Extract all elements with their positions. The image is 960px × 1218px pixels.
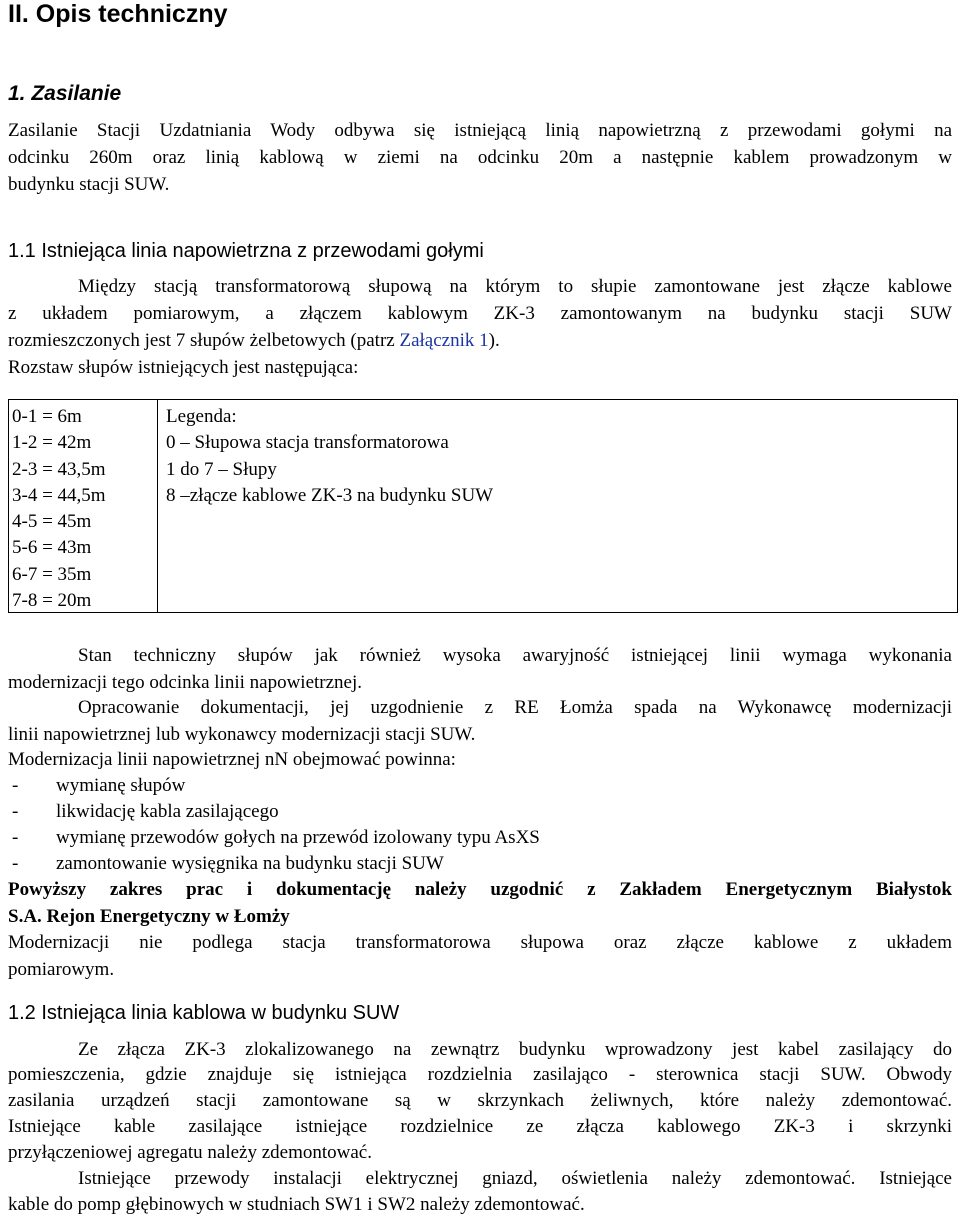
sub-1-2-line: Ze złącza ZK-3 zlokalizowanego na zewnątrz budynku wprowadzony jest kabel zasilający do — [78, 1039, 952, 1060]
legend-title: Legenda: — [166, 406, 237, 427]
sub-1-2-line: kable do pomp głębinowych w studniach SW1 i SW2 należy zdemontować. — [8, 1194, 585, 1215]
span-row: 2-3 = 43,5m — [12, 458, 106, 480]
legend-item: 1 do 7 – Słupy — [166, 458, 277, 480]
opracowanie-line: linii napowietrznej lub wykonawcy modernizacji stacji SUW. — [8, 724, 476, 745]
legend-item: 0 – Słupowa stacja transformatorowa — [166, 432, 449, 454]
zalacznik-link[interactable]: Załącznik 1 — [399, 330, 489, 351]
sub-1-2-line: Istniejące kable zasilające istniejące rozdzielnice ze złącza kablowego ZK-3 i skrzynki — [8, 1116, 952, 1137]
sub-1-2-line: pomieszczenia, gdzie znajduje się istniejąca rozdzielnia zasilająco - sterownica stacji SUW. Obwody — [8, 1064, 952, 1085]
span-row: 6-7 = 35m — [12, 563, 92, 585]
legend — [166, 404, 493, 509]
zasilanie-line: odcinku 260m oraz linią kablową w ziemi na odcinku 20m a następnie kablem prowadzonym w — [8, 147, 952, 168]
zasilanie-line: budynku stacji SUW. — [8, 174, 170, 195]
span-row: 3-4 = 44,5m — [12, 484, 106, 506]
bullet-item — [8, 824, 540, 851]
sub-1-1-line: z układem pomiarowym, a złączem kablowym ZK-3 zamontowanym na budynku stacji SUW — [8, 303, 952, 324]
modernizacja-intro: Modernizacja linii napowietrznej nN obejmować powinna: — [8, 749, 456, 770]
bullet-item — [8, 850, 444, 877]
bullet-dash: - — [12, 853, 19, 874]
bullet-item — [8, 772, 185, 799]
table-divider — [157, 400, 158, 612]
sub-1-1-line-3-end: ). — [488, 330, 500, 351]
span-row: 4-5 = 45m — [12, 511, 92, 533]
rozstaw-heading: Rozstaw słupów istniejących jest następująca: — [8, 357, 359, 378]
bullet-text: wymianę przewodów gołych na przewód izolowany typu AsXS — [56, 827, 540, 848]
span-row: 5-6 = 43m — [12, 537, 92, 559]
opracowanie-line: Opracowanie dokumentacji, jej uzgodnienie z RE Łomża spada na Wykonawcę modernizacji — [78, 697, 952, 718]
bullet-text: zamontowanie wysięgnika na budynku stacji SUW — [56, 853, 444, 874]
bullet-text: wymianę słupów — [56, 775, 186, 796]
nie-podlega-line: pomiarowym. — [8, 959, 115, 980]
span-row: 1-2 = 42m — [12, 432, 92, 454]
sub-1-1-line: Między stacją transformatorową słupową na którym to słupie zamontowane jest złącze kablowe — [78, 276, 952, 297]
span-list — [12, 404, 106, 614]
pole-spacing-table — [8, 399, 958, 613]
zasilanie-heading: 1. Zasilanie — [8, 82, 122, 105]
zasilanie-line: Zasilanie Stacji Uzdatniania Wody odbywa się istniejącą linią napowietrzną z przewodami gołymi na — [8, 120, 952, 141]
bullet-dash: - — [12, 801, 19, 822]
sub-1-2-line: Istniejące przewody instalacji elektrycznej gniazd, oświetlenia należy zdemontować. Istniejące — [78, 1168, 952, 1189]
section-heading: II. Opis techniczny — [8, 0, 228, 28]
span-row: 7-8 = 20m — [12, 590, 92, 612]
bold-line: Powyższy zakres prac i dokumentację należy uzgodnić z Zakładem Energetycznym Białystok — [8, 879, 952, 900]
legend-item: 8 –złącze kablowe ZK-3 na budynku SUW — [166, 484, 494, 506]
nie-podlega-line: Modernizacji nie podlega stacja transformatorowa słupowa oraz złącze kablowe z układem — [8, 932, 952, 953]
bullet-item — [8, 798, 279, 825]
subsection-1-2-heading: 1.2 Istniejąca linia kablowa w budynku SUW — [8, 1002, 400, 1024]
stan-line: modernizacji tego odcinka linii napowietrznej. — [8, 672, 363, 693]
bullet-dash: - — [12, 775, 19, 796]
sub-1-2-line: zasilania urządzeń stacji zamontowane są w skrzynkach żeliwnych, które należy zdemontować. — [8, 1090, 952, 1111]
stan-line: Stan techniczny słupów jak również wysoka awaryjność istniejącej linii wymaga wykonania — [78, 645, 952, 666]
bullet-text: likwidację kabla zasilającego — [56, 801, 279, 822]
sub-1-1-line-3-text: rozmieszczonych jest 7 słupów żelbetowych (patrz — [8, 330, 400, 351]
subsection-1-1-heading: 1.1 Istniejąca linia napowietrzna z przewodami gołymi — [8, 240, 484, 262]
bullet-dash: - — [12, 827, 19, 848]
sub-1-2-line: przyłączeniowej agregatu należy zdemontować. — [8, 1142, 372, 1163]
span-row: 0-1 = 6m — [12, 406, 82, 427]
sub-1-1-line-3 — [8, 327, 500, 354]
bold-line: S.A. Rejon Energetyczny w Łomży — [8, 906, 290, 927]
